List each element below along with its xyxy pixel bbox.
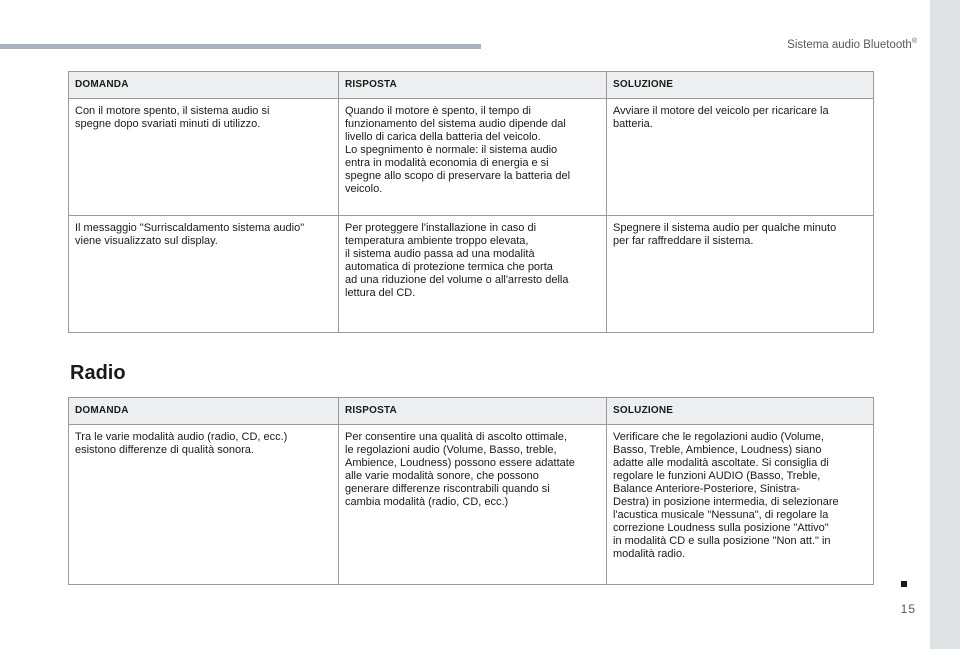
cell-domanda: Tra le varie modalità audio (radio, CD, ecc.) esistono differenze di qualità sonora.	[69, 425, 339, 585]
faq-table-general	[68, 71, 874, 333]
column-header-soluzione: SOLUZIONE	[607, 72, 874, 99]
faq-table-radio	[68, 397, 874, 585]
cell-soluzione: Verificare che le regolazioni audio (Volume, Basso, Treble, Ambience, Loudness) siano adatte alle modalità ascoltate. Si consiglia di regolare le funzioni AUDIO (Basso, Treble, Balance Anteriore-Posteriore, Sinistra- Destra) in posizione intermedia, di selezionare l'acustica musicale "Nessuna", di regolare la correzione Loudness sulla posizione "Attivo" in modalità CD e sulla posizione "Non att." in modalità radio.	[607, 425, 874, 585]
side-margin-band	[930, 0, 960, 649]
registered-mark: ®	[911, 38, 917, 45]
cell-domanda: Il messaggio "Surriscaldamento sistema audio" viene visualizzato sul display.	[69, 216, 339, 333]
table-row	[69, 425, 874, 585]
column-header-risposta: RISPOSTA	[339, 398, 607, 425]
cell-soluzione: Spegnere il sistema audio per qualche minuto per far raffreddare il sistema.	[607, 216, 874, 333]
column-header-risposta: RISPOSTA	[339, 72, 607, 99]
cell-domanda: Con il motore spento, il sistema audio si spegne dopo svariati minuti di utilizzo.	[69, 99, 339, 216]
running-header-title: Sistema audio Bluetooth	[787, 38, 912, 51]
column-header-soluzione: SOLUZIONE	[607, 398, 874, 425]
cell-soluzione: Avviare il motore del veicolo per ricaricare la batteria.	[607, 99, 874, 216]
table-row	[69, 216, 874, 333]
cell-risposta: Per proteggere l'installazione in caso di temperatura ambiente troppo elevata, il sistema audio passa ad una modalità automatica di protezione termica che porta ad una riduzione del volume o all'arresto della lettura del CD.	[339, 216, 607, 333]
cell-risposta: Quando il motore è spento, il tempo di funzionamento del sistema audio dipende dal livello di carica della batteria del veicolo. Lo spegnimento è normale: il sistema audio entra in modalità economia di energia e si spegne allo scopo di preservare la batteria del veicolo.	[339, 99, 607, 216]
header-rule	[0, 44, 481, 49]
column-header-domanda: DOMANDA	[69, 398, 339, 425]
page-number: 15	[900, 602, 916, 616]
section-title: Radio	[70, 362, 126, 384]
table-row	[69, 99, 874, 216]
column-header-domanda: DOMANDA	[69, 72, 339, 99]
page-marker	[901, 581, 907, 587]
cell-risposta: Per consentire una qualità di ascolto ottimale, le regolazioni audio (Volume, Basso, treble, Ambience, Loudness) possono essere adattate alle varie modalità sonore, che possono generare differenze riscontrabili quando si cambia modalità (radio, CD, ecc.)	[339, 425, 607, 585]
running-header	[787, 38, 917, 51]
table-header-row	[69, 398, 874, 425]
table-header-row	[69, 72, 874, 99]
